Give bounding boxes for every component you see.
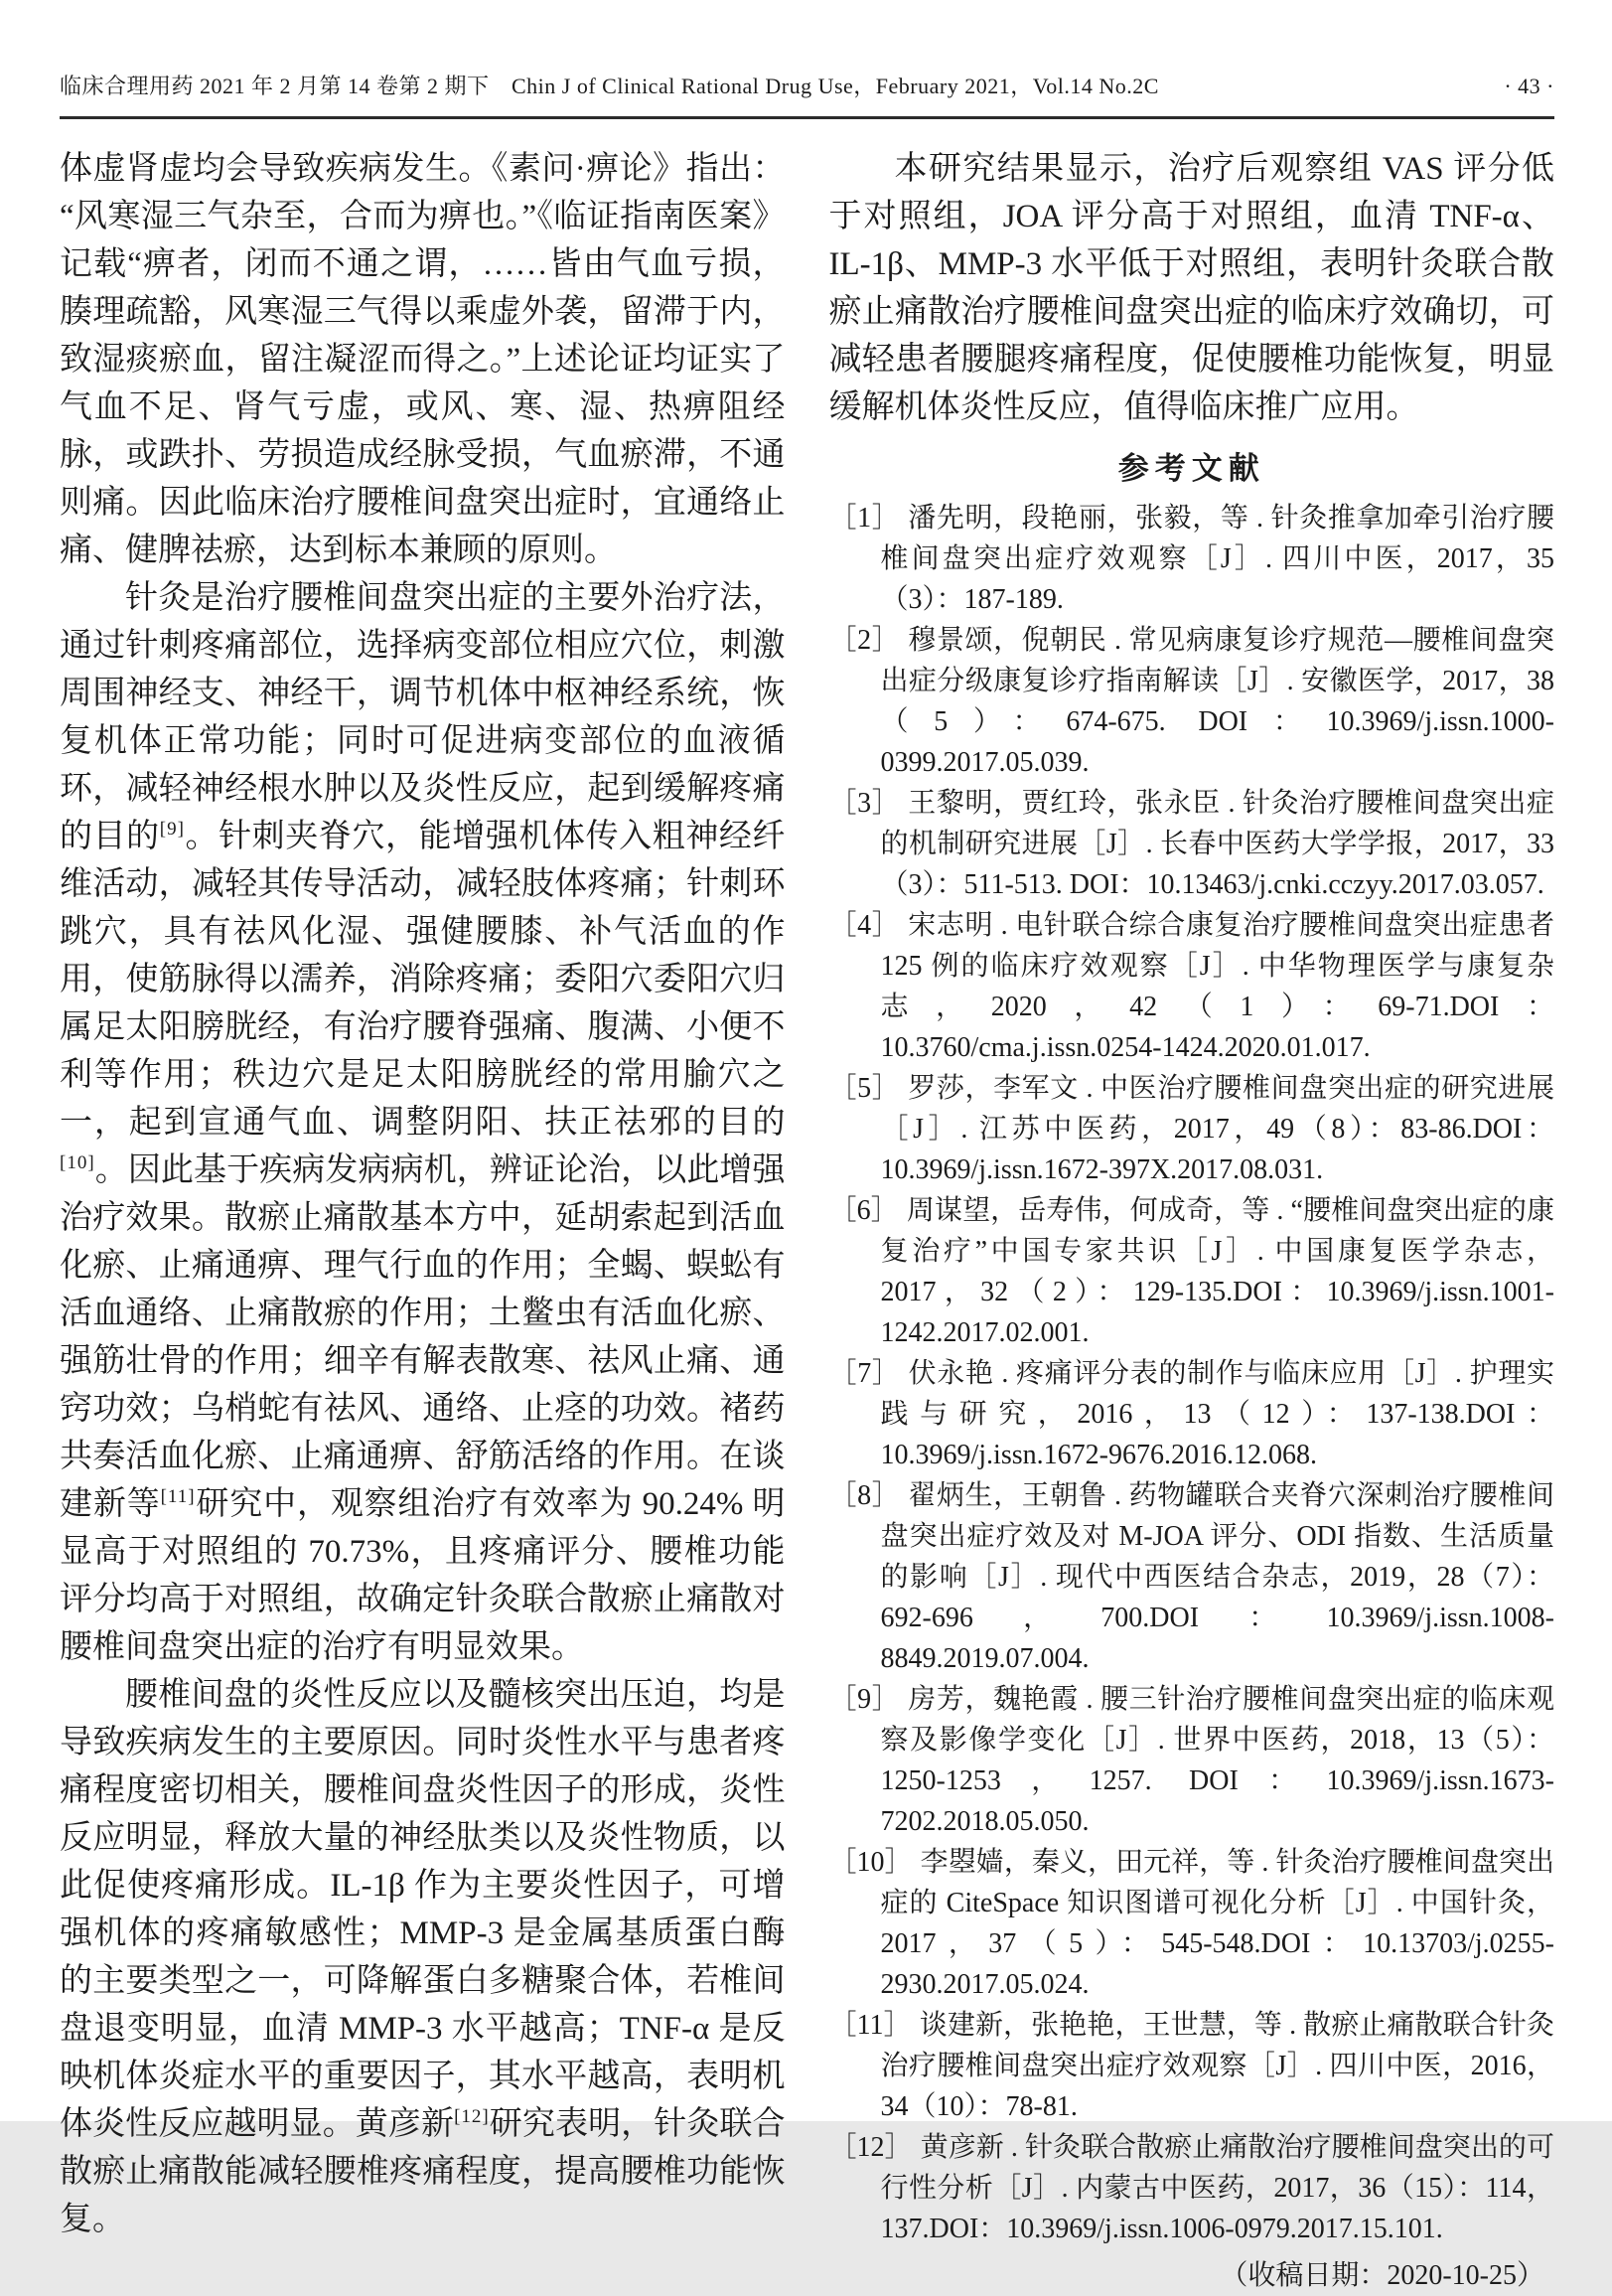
body-paragraph: 针灸是治疗腰椎间盘突出症的主要外治疗法，通过针刺疼痛部位，选择病变部位相应穴位，刺激周围神经支、神经干，调节机体中枢神经系统，恢复机体正常功能；同时可促进病变部位的血液循环，减轻神经根水肿以及炎性反应，起到缓解疼痛的目的[9]。针刺夹脊穴，能增强机体传入粗神经纤维活动，减轻其传导活动，减轻肢体疼痛；针刺环跳穴，具有祛风化湿、强健腰膝、补气活血的作用，使筋脉得以濡养，消除疼痛；委阳穴委阳穴归属足太阳膀胱经，有治疗腰脊强痛、腹满、小便不利等作用；秩边穴是足太阳膀胱经的常用腧穴之一，起到宣通气血、调整阴阳、扶正祛邪的目的[10]。因此基于疾病发病病机，辨证论治，以此增强治疗效果。散瘀止痛散基本方中，延胡索起到活血化瘀、止痛通痹、理气行血的作用；全蝎、蜈蚣有活血通络、止痛散瘀的作用；土鳖虫有活血化瘀、强筋壮骨的作用；细辛有解表散寒、祛风止痛、通窍功效；乌梢蛇有祛风、通络、止痉的功效。褚药共奏活血化瘀、止痛通痹、舒筋活络的作用。在谈建新等[11]研究中，观察组治疗有效率为 90.24% 明显高于对照组的 70.73%，且疼痛评分、腰椎功能评分均高于对照组，故确定针灸联合散瘀止痛散对腰椎间盘突出症的治疗有明显效果。 xyxy=(60,580,786,1665)
reference-item: ［6］ 周谋望，岳寿伟，何成奇，等 . “腰椎间盘突出症的康复治疗”中国专家共识［J］. 中国康复医学杂志，2017，32（2）：129-135.DOI：10.3969/j.issn.1001-1242.2017.02.001. xyxy=(828,1195,1554,1348)
references-heading: 参考文献 xyxy=(1117,451,1265,486)
reference-item: ［2］ 穆景颂，倪朝民 . 常见病康复诊疗规范—腰椎间盘突出症分级康复诊疗指南解读［J］. 安徽医学，2017，38（5）：674-675. DOI：10.3969/j.issn.1000-0399.2017.05.039. xyxy=(828,625,1554,778)
citation-marker: [12] xyxy=(454,2106,490,2127)
reference-number: ［5］ xyxy=(828,1073,901,1104)
reference-item: ［10］ 李曌嫱，秦义，田元祥，等 . 针灸治疗腰椎间盘突出症的 CiteSpace 知识图谱可视化分析［J］. 中国针灸，2017，37（5）：545-548.DOI：10.13703/j.0255-2930.2017.05.024. xyxy=(828,1847,1554,2000)
page-number: · 43 · xyxy=(1504,74,1554,98)
reference-item: ［9］ 房芳，魏艳霞 . 腰三针治疗腰椎间盘突出症的临床观察及影像学变化［J］. 世界中医药，2018，13（5）：1250-1253，1257. DOI：10.3969/j.issn.1673-7202.2018.05.050. xyxy=(828,1684,1554,1837)
reference-item: ［12］ 黄彦新 . 针灸联合散瘀止痛散治疗腰椎间盘突出的可行性分析［J］. 内蒙古中医药，2017，36（15）：114，137.DOI：10.3969/j.issn.1006-0979.2017.15.101. xyxy=(828,2132,1554,2244)
reference-number: ［7］ xyxy=(828,1358,901,1389)
body-paragraph: 腰椎间盘的炎性反应以及髓核突出压迫，均是导致疾病发生的主要原因。同时炎性水平与患者疼痛程度密切相关，腰椎间盘炎性因子的形成，炎性反应明显，释放大量的神经肽类以及炎性物质，以此促使疼痛形成。IL-1β 作为主要炎性因子，可增强机体的疼痛敏感性；MMP-3 是金属基质蛋白酶的主要类型之一，可降解蛋白多糖聚合体，若椎间盘退变明显，血清 MMP-3 水平越高；TNF-α 是反映机体炎症水平的重要因子，其水平越高，表明机体炎性反应越明显。黄彦新[12]研究表明，针灸联合散瘀止痛散能减轻腰椎疼痛程度，提高腰椎功能恢复。 xyxy=(60,1677,786,2237)
reference-number: ［4］ xyxy=(828,910,901,941)
reference-number: ［3］ xyxy=(828,788,901,819)
reference-item: ［11］ 谈建新，张艳艳，王世慧，等 . 散瘀止痛散联合针灸治疗腰椎间盘突出症疗效观察［J］. 四川中医，2016，34（10）：78-81. xyxy=(828,2010,1554,2122)
left-column xyxy=(60,145,786,2296)
journal-issue-info: 临床合理用药 2021 年 2 月第 14 卷第 2 期下 Chin J of Clinical Rational Drug Use，February 2021，Vol.14 No.2C xyxy=(60,74,1159,98)
reference-item: ［8］ 翟炳生，王朝鲁 . 药物罐联合夹脊穴深刺治疗腰椎间盘突出症疗效及对 M-JOA 评分、ODI 指数、生活质量的影响［J］. 现代中西医结合杂志，2019，28（7）：692-696，700.DOI：10.3969/j.issn.1008-8849.2019.07.004. xyxy=(828,1480,1554,1674)
references-list xyxy=(829,498,1555,2249)
reference-number: ［11］ xyxy=(828,2010,912,2041)
conclusion-paragraph: 本研究结果显示，治疗后观察组 VAS 评分低于对照组，JOA 评分高于对照组，血清 TNF-α、IL-1β、MMP-3 水平低于对照组，表明针灸联合散瘀止痛散治疗腰椎间盘突出症的临床疗效确切，可减轻患者腰腿疼痛程度，促使腰椎功能恢复，明显缓解机体炎性反应，值得临床推广应用。 xyxy=(828,151,1554,425)
right-column xyxy=(829,145,1555,2296)
reference-number: ［12］ xyxy=(828,2132,913,2163)
reference-number: ［6］ xyxy=(828,1195,899,1226)
page-header xyxy=(60,70,1554,119)
body-paragraph: 体虚肾虚均会导致疾病发生。《素问·痹论》指出：“风寒湿三气杂至，合而为痹也。”《临证指南医案》记载“痹者，闭而不通之谓，……皆由气血亏损，腠理疏豁，风寒湿三气得以乘虚外袭，留滞于内，致湿痰瘀血，留注凝涩而得之。”上述论证均证实了气血不足、肾气亏虚，或风、寒、湿、热痹阻经脉，或跌扑、劳损造成经脉受损，气血瘀滞，不通则痛。因此临床治疗腰椎间盘突出症时，宜通络止痛、健脾祛瘀，达到标本兼顾的原则。 xyxy=(60,151,786,568)
reference-item: ［3］ 王黎明，贾红玲，张永臣 . 针灸治疗腰椎间盘突出症的机制研究进展［J］. 长春中医药大学学报，2017，33（3）：511-513. DOI：10.13463/j.cnki.cczyy.2017.03.057. xyxy=(828,788,1554,900)
reference-item: ［4］ 宋志明 . 电针联合综合康复治疗腰椎间盘突出症患者 125 例的临床疗效观察［J］. 中华物理医学与康复杂志，2020，42（1）：69-71.DOI：10.3760/cma.j.issn.0254-1424.2020.01.017. xyxy=(828,910,1554,1063)
reference-item: ［5］ 罗莎，李军文 . 中医治疗腰椎间盘突出症的研究进展［J］. 江苏中医药，2017，49（8）：83-86.DOI：10.3969/j.issn.1672-397X.2017.08.031. xyxy=(828,1073,1554,1185)
reference-item: ［1］ 潘先明，段艳丽，张毅，等 . 针灸推拿加牵引治疗腰椎间盘突出症疗效观察［J］. 四川中医，2017，35（3）：187-189. xyxy=(828,503,1554,615)
citation-marker: [9] xyxy=(159,819,185,840)
citation-marker: [10] xyxy=(60,1152,95,1173)
reference-number: ［8］ xyxy=(828,1480,901,1511)
reference-number: ［1］ xyxy=(828,503,901,534)
reference-number: ［2］ xyxy=(828,625,901,656)
reference-number: ［9］ xyxy=(828,1684,901,1715)
citation-marker: [11] xyxy=(160,1486,196,1507)
reference-item: ［7］ 伏永艳 . 疼痛评分表的制作与临床应用［J］. 护理实践与研究，2016，13（12）：137-138.DOI：10.3969/j.issn.1672-9676.2016.12.068. xyxy=(828,1358,1554,1470)
header-divider xyxy=(60,116,1554,119)
reference-number: ［10］ xyxy=(828,1847,913,1878)
received-date: （收稿日期：2020-10-25） xyxy=(1220,2260,1544,2291)
article-body xyxy=(60,145,1554,2296)
